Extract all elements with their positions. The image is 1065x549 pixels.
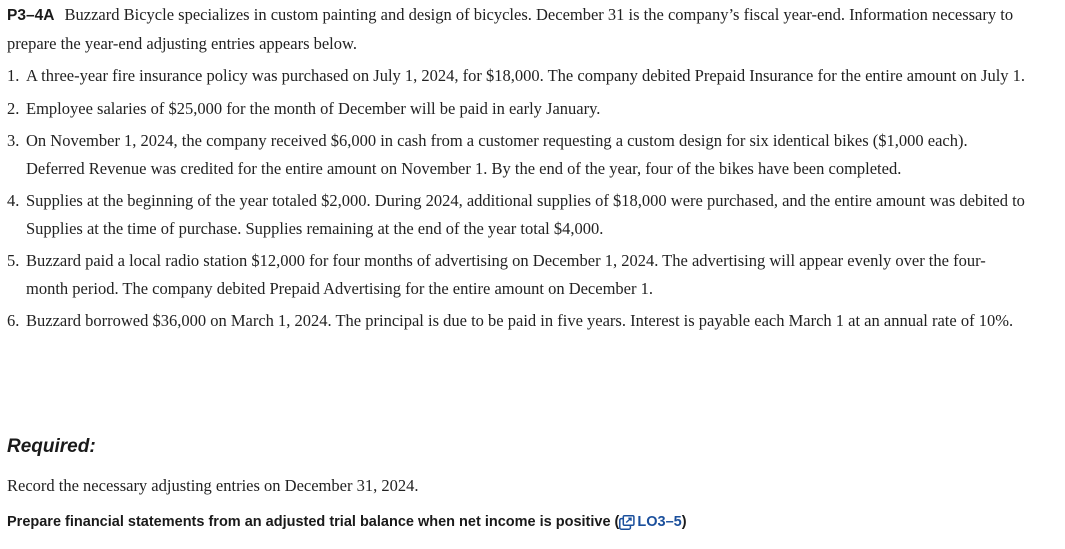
- item-number: 3.: [7, 131, 20, 150]
- item-number: 5.: [7, 251, 20, 270]
- list-item: [7, 62, 1027, 90]
- list-item: [7, 187, 1027, 242]
- item-number: 6.: [7, 311, 20, 330]
- objective-text: Prepare financial statements from an adjusted trial balance when net income is positive: [7, 514, 611, 530]
- external-link-icon: [619, 515, 635, 530]
- objective-open-paren: (: [614, 514, 620, 530]
- item-number: 1.: [7, 66, 20, 85]
- lo-link[interactable]: [619, 514, 681, 530]
- learning-objective: [7, 514, 687, 530]
- item-text: Buzzard paid a local radio station $12,000 for four months of advertising on December 1, 2024. The advertising will appear evenly over the four-month period. The company debited Prepaid Advertising for the entire amount on December 1.: [26, 251, 986, 298]
- item-text: A three-year fire insurance policy was purchased on July 1, 2024, for $18,000. The company debited Prepaid Insurance for the entire amount on July 1.: [26, 66, 1026, 85]
- lo-link-label: LO3–5: [637, 514, 682, 530]
- objective-close-paren: ): [681, 514, 687, 530]
- item-number: 4.: [7, 191, 20, 210]
- problem-intro: [7, 1, 1047, 57]
- list-item: [7, 247, 1027, 302]
- adjustment-items-list: [7, 62, 1027, 340]
- list-item: [7, 307, 1027, 335]
- item-number: 2.: [7, 98, 20, 118]
- list-item: [7, 127, 1027, 182]
- item-text: Employee salaries of $25,000 for the month of December will be paid in early January.: [26, 98, 601, 118]
- required-heading: Required:: [7, 436, 96, 457]
- list-item: [7, 95, 1027, 123]
- problem-intro-text: Buzzard Bicycle specializes in custom painting and design of bicycles. December 31 is the company’s fiscal year-end. Information necessary to prepare the year-end adjusting entries appears below.: [7, 5, 1014, 53]
- problem-id: P3–4A: [7, 7, 55, 24]
- item-text: Supplies at the beginning of the year totaled $2,000. During 2024, additional supplies of $18,000 were purchased, and the entire amount was debited to Supplies at the time of purchase. Supplies remaining at the end of the year total $4,000.: [26, 191, 1025, 238]
- required-text: Record the necessary adjusting entries on December 31, 2024.: [7, 476, 419, 495]
- item-text: On November 1, 2024, the company received $6,000 in cash from a customer requesting a custom design for six identical bikes ($1,000 each). Deferred Revenue was credited for the entire amount on November 1. By the end of the year, four of the bikes have been completed.: [26, 131, 968, 178]
- item-text: Buzzard borrowed $36,000 on March 1, 2024. The principal is due to be paid in five years. Interest is payable each March 1 at an annual rate of 10%.: [26, 311, 1014, 330]
